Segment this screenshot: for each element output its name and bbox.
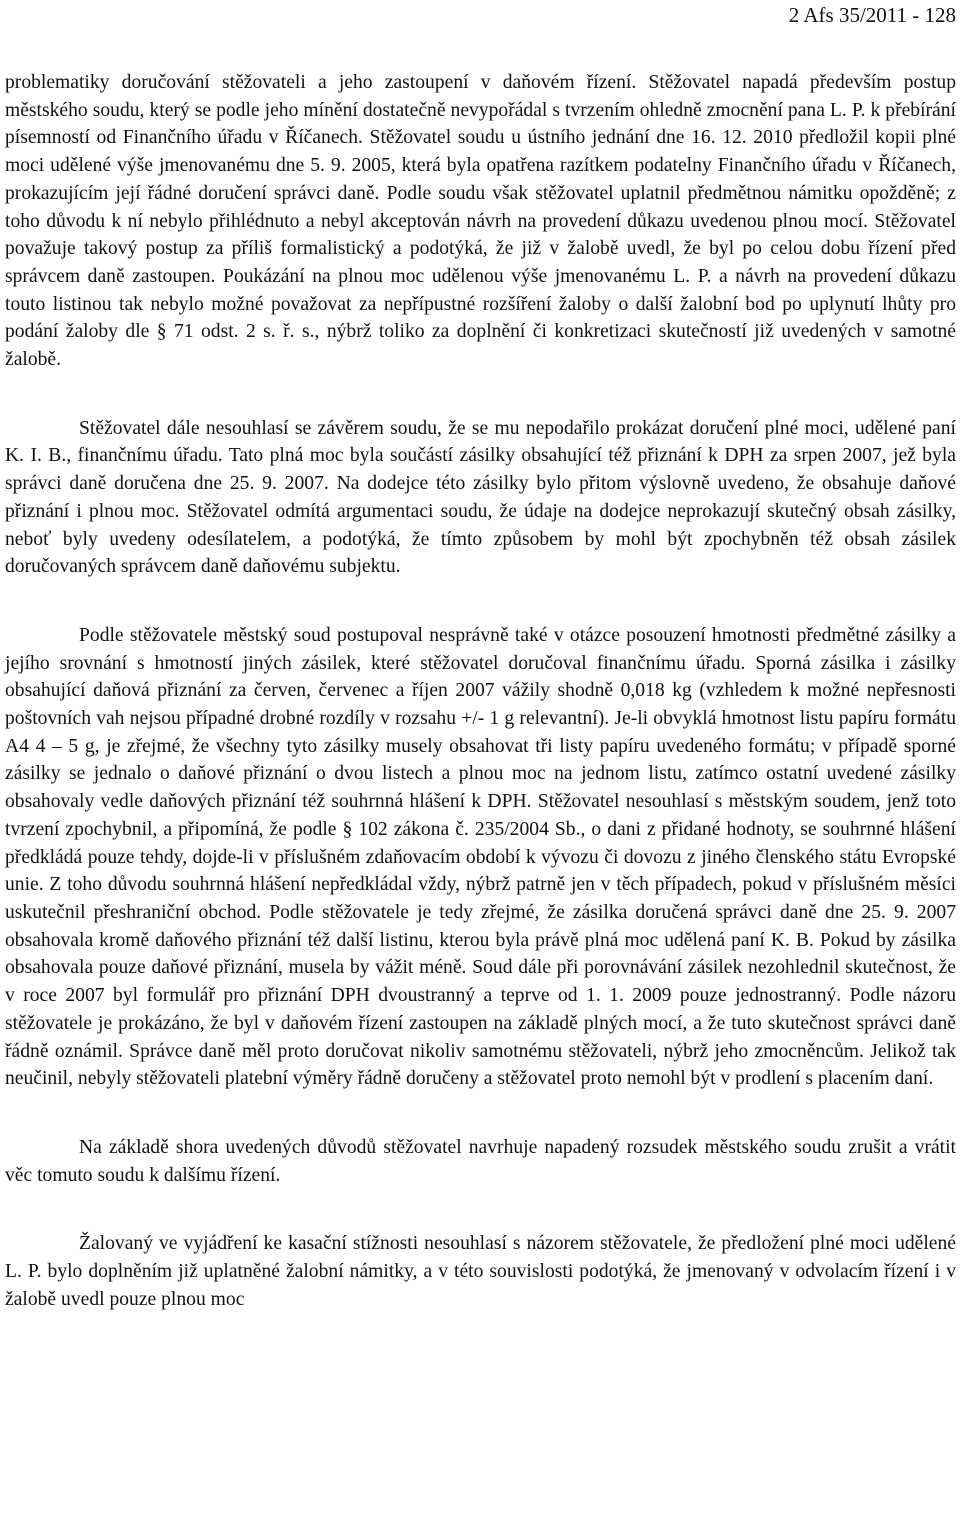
paragraph-3: Podle stěžovatele městský soud postupoval nesprávně také v otázce posouzení hmotnosti předmětné zásilky a jejího srovnání s hmotností jiných zásilek, které stěžovatel doručoval finančnímu úřadu. Sporná zásilka i zásilky obsahující daňová přiznání za červen, červenec a říjen 2007 vážily shodně 0,018 kg (vzhledem k možné nepřesnosti poštovních vah nejsou případné drobné rozdíly v rozsahu +/- 1 g relevantní). Je-li obvyklá hmotnost listu papíru formátu A4 4 – 5 g, je zřejmé, že všechny tyto zásilky musely obsahovat tři listy papíru uvedeného formátu; v případě sporné zásilky se jednalo o daňové přiznání o dvou listech a plnou moc na jednom listu, zatímco ostatní uvedené zásilky obsahovaly vedle daňových přiznání též souhrnná hlášení k DPH. Stěžovatel nesouhlasí s městským soudem, jenž toto tvrzení zpochybnil, a připomíná, že podle § 102 zákona č. 235/2004 Sb., o dani z přidané hodnoty, se souhrnné hlášení předkládá pouze tehdy, dojde-li v příslušném zdaňovacím období k vývozu či dovozu z jiného členského státu Evropské unie. Z toho důvodu souhrnná hlášení nepředkládal vždy, nýbrž patrně jen v těch případech, pokud v příslušném měsíci uskutečnil přeshraniční obchod. Podle stěžovatele je tedy zřejmé, že zásilka doručená správci daně dne 25. 9. 2007 obsahovala kromě daňového přiznání též další listinu, kterou byla právě plná moc udělená paní K. B. Pokud by zásilka obsahovala pouze daňové přiznání, musela by vážit méně. Soud dále při porovnávání zásilek nezohlednil skutečnost, že v roce 2007 byl formulář pro přiznání DPH dvoustranný a teprve od 1. 1. 2009 pouze jednostranný. Podle názoru stěžovatele je prokázáno, že byl v daňovém řízení zastoupen na základě plných mocí, a že tuto skutečnost správci daně řádně oznámil. Správce daně měl proto doručovat nikoliv samotnému stěžovateli, nýbrž jeho zmocněncům. Jelikož tak neučinil, nebyly stěžovateli platební výměry řádně doručeny a stěžovatel proto nemohl být v prodlení s placením daní. bbox=[5, 624, 956, 1090]
paragraph-2: Stěžovatel dále nesouhlasí se závěrem soudu, že se mu nepodařilo prokázat doručení plné moci, udělené paní K. I. B., finančnímu úřadu. Tato plná moc byla součástí zásilky obsahující též přiznání k DPH za srpen 2007, jež byla správci daně doručena dne 25. 9. 2007. Na dodejce této zásilky bylo přitom výslovně uvedeno, že obsahuje daňové přiznání i plnou moc. Stěžovatel odmítá argumentaci soudu, že údaje na dodejce neprokazují skutečný obsah zásilky, neboť byly uvedeny odesílatelem, a podotýká, že tímto způsobem by mohl být zpochybněn též obsah zásilek doručovaných správcem daně daňovému subjektu. bbox=[5, 417, 956, 578]
document-body bbox=[5, 69, 956, 1313]
paragraph-1: problematiky doručování stěžovateli a jeho zastoupení v daňovém řízení. Stěžovatel napadá především postup městského soudu, který se podle jeho mínění dostatečně nevypořádal s tvrzením ohledně zmocnění pana L. P. k přebírání písemností od Finančního úřadu v Říčanech. Stěžovatel soudu u ústního jednání dne 16. 12. 2010 předložil kopii plné moci udělené výše jmenovanému dne 5. 9. 2005, která byla opatřena razítkem podatelny Finančního úřadu v Říčanech, prokazujícím její řádné doručení správci daně. Podle soudu však stěžovatel uplatnil předmětnou námitku opožděně; z toho důvodu k ní nebylo přihlédnuto a nebyl akceptován návrh na provedení důkazu uvedenou plnou mocí. Stěžovatel považuje takový postup za příliš formalistický a podotýká, že již v žalobě uvedl, že byl po celou dobu řízení před správcem daně zastoupen. Poukázání na plnou moc udělenou výše jmenovanému L. P. a návrh na provedení důkazu touto listinou tak nebylo možné považovat za nepřípustné rozšíření žaloby o další žalobní bod po uplynutí lhůty pro podání žaloby dle § 71 odst. 2 s. ř. s., nýbrž toliko za doplnění či konkretizaci skutečností již uvedených v samotné žalobě. bbox=[5, 72, 956, 371]
paragraph-gap bbox=[5, 1189, 956, 1230]
paragraph-5: Žalovaný ve vyjádření ke kasační stížnosti nesouhlasí s názorem stěžovatele, že předložení plné moci udělené L. P. bylo doplněním již uplatněné žalobní námitky, a v této souvislosti podotýká, že jmenovaný v odvolacím řízení i v žalobě uvedl pouze plnou moc bbox=[5, 1233, 956, 1310]
case-reference: 2 Afs 35/2011 - 128 bbox=[788, 3, 956, 27]
paragraph-gap bbox=[5, 1093, 956, 1134]
paragraph-gap bbox=[5, 581, 956, 622]
paragraph-gap bbox=[5, 374, 956, 415]
paragraph-4: Na základě shora uvedených důvodů stěžovatel navrhuje napadený rozsudek městského soudu zrušit a vrátit věc tomuto soudu k dalšímu řízení. bbox=[5, 1136, 956, 1186]
